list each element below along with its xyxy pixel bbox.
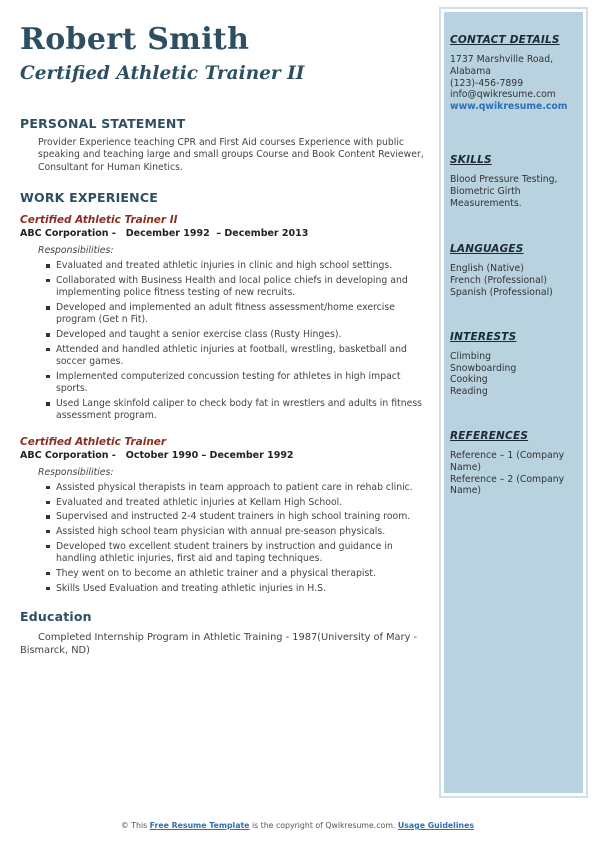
- list-item: Assisted high school team physician with annual pre-season physicals.: [20, 526, 425, 538]
- languages-list: [450, 263, 577, 298]
- list-item: Developed and implemented an adult fitness assessment/home exercise program (Get n Fit).: [20, 302, 425, 327]
- free-resume-template-link[interactable]: Free Resume Template: [149, 821, 250, 830]
- list-item: Reference – 1 (Company Name): [450, 449, 565, 473]
- footer-middle: is the copyright of Qwikresume.com.: [249, 821, 398, 830]
- list-item: Implemented computerized concussion testing for athletes in high impact sports.: [20, 371, 425, 396]
- responsibilities-label: Responsibilities:: [38, 245, 114, 257]
- sidebar-panel: [444, 12, 583, 793]
- candidate-title: Certified Athletic Trainer II: [20, 63, 305, 84]
- job-title: Certified Athletic Trainer II: [20, 214, 178, 227]
- skills-heading: SKILLS: [450, 153, 492, 166]
- contact-phone: (123)-456-7899: [450, 77, 524, 89]
- job-title: Certified Athletic Trainer: [20, 435, 167, 448]
- footer: [0, 821, 595, 830]
- interests-heading: INTERESTS: [450, 330, 517, 343]
- list-item: French (Professional): [450, 275, 547, 287]
- usage-guidelines-link[interactable]: Usage Guidelines: [397, 821, 475, 830]
- job-entry-2: [20, 436, 425, 595]
- job-company-dates: ABC Corporation - October 1990 – December 1992: [20, 449, 294, 461]
- list-item: Developed and taught a senior exercise class (Rusty Hinges).: [20, 329, 425, 341]
- list-item: Evaluated and treated athletic injuries at Kellam High School.: [20, 497, 425, 509]
- list-item: Spanish (Professional): [450, 286, 553, 298]
- list-item: Supervised and instructed 2-4 student trainers in high school training room.: [20, 511, 425, 523]
- references-list: [450, 450, 577, 497]
- interests-list: [450, 351, 577, 398]
- contact-heading: CONTACT DETAILS: [450, 34, 560, 46]
- list-item: Climbing: [450, 350, 491, 362]
- sidebar: [439, 7, 588, 798]
- job-entry-1: [20, 214, 425, 423]
- work-experience-heading: WORK EXPERIENCE: [20, 190, 158, 206]
- responsibilities-list: [20, 260, 425, 423]
- list-item: Reference – 2 (Company Name): [450, 473, 565, 497]
- contact-email[interactable]: info@qwikresume.com: [450, 89, 556, 101]
- languages-heading: LANGUAGES: [450, 243, 524, 256]
- list-item: Cooking: [450, 374, 488, 386]
- list-item: Reading: [450, 386, 488, 398]
- main-column: [20, 22, 425, 657]
- education-text: Completed Internship Program in Athletic Training - 1987(University of Mary - Bismarck, ND): [20, 631, 418, 656]
- list-item: Used Lange skinfold caliper to check body fat in wrestlers and adults in fitness assessment program.: [20, 398, 425, 423]
- job-company-dates: ABC Corporation - December 1992 – December 2013: [20, 228, 309, 240]
- list-item: Developed two excellent student trainers by instruction and guidance in handling athletic injuries, first aid and taping techniques.: [20, 541, 425, 566]
- footer-prefix: © This: [120, 821, 150, 830]
- candidate-name: Robert Smith: [20, 22, 250, 57]
- personal-statement-heading: PERSONAL STATEMENT: [20, 116, 186, 131]
- list-item: Snowboarding: [450, 362, 517, 374]
- list-item: Collaborated with Business Health and local police chiefs in developing and implementing police fitness testing of new recruits.: [20, 275, 425, 300]
- education-heading: Education: [20, 608, 92, 624]
- list-item: Assisted physical therapists in team approach to patient care in rehab clinic.: [20, 482, 425, 494]
- references-heading: REFERENCES: [450, 429, 529, 442]
- list-item: They went on to become an athletic trainer and a physical therapist.: [20, 568, 425, 580]
- skills-text: Blood Pressure Testing, Biometric Girth Measurements.: [450, 173, 558, 209]
- list-item: Skills Used Evaluation and treating athletic injuries in H.S.: [20, 583, 425, 595]
- contact-website-link[interactable]: www.qwikresume.com: [450, 101, 568, 113]
- list-item: English (Native): [450, 263, 524, 275]
- personal-statement-text: Provider Experience teaching CPR and First Aid courses Experience with public speaking and teaching large and small groups Course and Book Content Reviewer, Consultant for Human Kinetics.: [38, 137, 424, 173]
- list-item: Attended and handled athletic injuries at football, wrestling, basketball and soccer games.: [20, 344, 425, 369]
- list-item: Evaluated and treated athletic injuries in clinic and high school settings.: [20, 260, 425, 272]
- responsibilities-label: Responsibilities:: [38, 466, 114, 478]
- responsibilities-list: [20, 482, 425, 595]
- contact-address: 1737 Marshville Road, Alabama: [450, 54, 554, 77]
